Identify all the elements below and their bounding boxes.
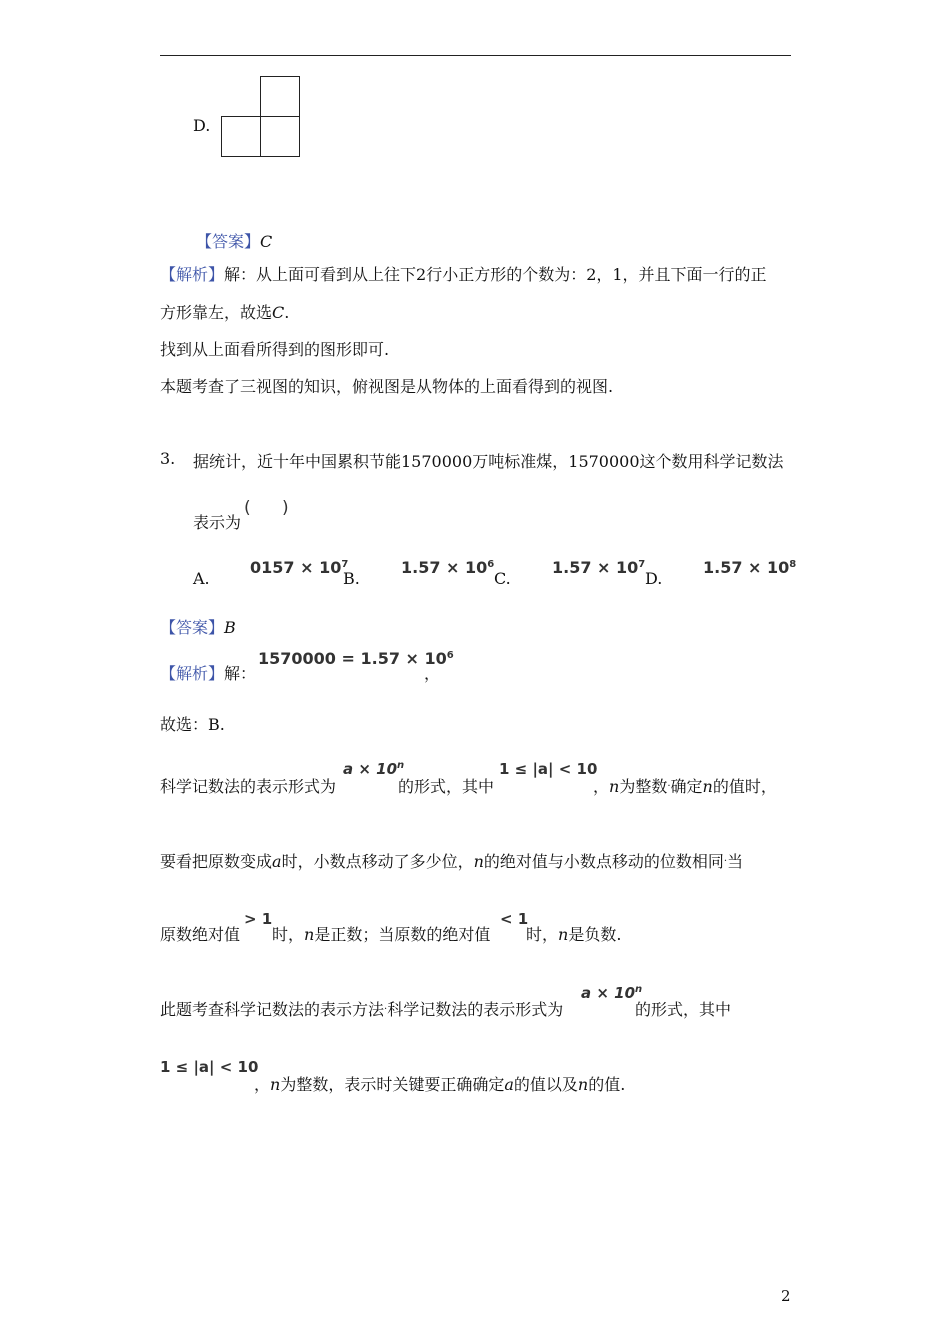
q3-number: 3. bbox=[160, 449, 176, 468]
text: 为整数 bbox=[619, 777, 668, 796]
var-n: n bbox=[473, 852, 484, 871]
answer-value: C bbox=[260, 232, 273, 251]
q3-stem-line1: 据统计，近十年中国累积节能1570000万吨标准煤，1570000这个数用科学记数法 bbox=[193, 452, 784, 471]
var-n: n bbox=[558, 925, 569, 944]
text: 科学记数法的表示形式为 bbox=[387, 1000, 564, 1019]
option-c-label: C. bbox=[494, 569, 511, 588]
explanation-line1 bbox=[160, 774, 336, 797]
option-b-label: B. bbox=[343, 569, 360, 588]
figure-cell-bottom-right bbox=[260, 116, 300, 157]
text: 确定 bbox=[670, 777, 703, 796]
analysis-tag: 【解析】 bbox=[160, 664, 225, 683]
header-rule bbox=[160, 55, 791, 56]
formula-text: a × 10 bbox=[343, 760, 398, 778]
text: 此题考查科学记数法的表示方法 bbox=[160, 1000, 385, 1019]
var-a: a bbox=[504, 1075, 514, 1094]
explanation-line3-c bbox=[526, 922, 621, 945]
option-b-value bbox=[401, 558, 494, 577]
formula-text: a × 10 bbox=[581, 984, 636, 1002]
mantissa: 1.57 × 10 bbox=[401, 558, 488, 577]
text: ， bbox=[593, 777, 610, 796]
explanation-line1-end bbox=[593, 774, 777, 797]
analysis-text: 方形靠左，故选 bbox=[160, 303, 273, 322]
option-d-label-q3: D. bbox=[645, 569, 663, 588]
explanation-line2 bbox=[160, 849, 743, 872]
prev-analysis-line2 bbox=[160, 300, 289, 323]
exponent: 8 bbox=[789, 559, 797, 570]
formula-range: 1 ≤ |a| < 10 bbox=[499, 760, 598, 778]
analysis-period: . bbox=[284, 303, 290, 322]
var-a: a bbox=[272, 852, 282, 871]
analysis-tag: 【解析】 bbox=[160, 265, 225, 284]
answer-tag: 【答案】 bbox=[196, 232, 261, 251]
exponent: 7 bbox=[638, 559, 646, 570]
exponent: 6 bbox=[446, 650, 454, 661]
var-n: n bbox=[304, 925, 315, 944]
text: 的值时， bbox=[712, 777, 777, 796]
explanation-line4-end: 的形式，其中 bbox=[635, 1000, 732, 1019]
formula-text: 1570000 = 1.57 × 10 bbox=[258, 649, 447, 668]
var-n: n bbox=[577, 1075, 589, 1094]
text: 为整数，表示时关键要正确确定 bbox=[280, 1075, 505, 1094]
explanation-line4 bbox=[160, 997, 563, 1020]
text: 的形式，其中 bbox=[398, 777, 495, 796]
text: 是负数. bbox=[568, 925, 622, 944]
answer-tag: 【答案】 bbox=[160, 618, 225, 637]
q3-answer bbox=[160, 615, 236, 638]
text: 科学记数法的表示形式为 bbox=[160, 777, 337, 796]
dot: . bbox=[384, 1001, 388, 1012]
var-n: n bbox=[702, 777, 713, 796]
analysis-suffix: ， bbox=[424, 664, 441, 683]
option-d-label: D. bbox=[193, 116, 211, 135]
page-number: 2 bbox=[781, 1287, 791, 1305]
figure-cell-bottom-left bbox=[221, 116, 261, 157]
prev-analysis-line1 bbox=[160, 262, 767, 285]
text: ， bbox=[254, 1075, 271, 1094]
explanation-line3-b bbox=[272, 922, 490, 945]
figure-cell-top bbox=[260, 76, 300, 117]
var-n: n bbox=[609, 777, 620, 796]
formula-a10n bbox=[343, 760, 404, 778]
explanation-line3-a: 原数绝对值 bbox=[160, 925, 241, 944]
text: 要看把原数变成 bbox=[160, 852, 273, 871]
analysis-text: 解：从上面可看到从上往下2行小正方形的个数为：2，1，并且下面一行的正 bbox=[224, 265, 767, 284]
dot: . bbox=[667, 778, 671, 789]
formula-range-2: 1 ≤ |a| < 10 bbox=[160, 1058, 259, 1076]
mantissa: 0157 × 10 bbox=[250, 558, 342, 577]
lt-one: < 1 bbox=[500, 910, 529, 928]
q3-stem-line2 bbox=[193, 510, 241, 533]
prev-note2: 本题考查了三视图的知识，俯视图是从物体的上面看得到的视图. bbox=[160, 377, 614, 396]
analysis-prefix: 解： bbox=[224, 664, 257, 683]
analysis-letter: C bbox=[272, 303, 285, 322]
mantissa: 1.57 × 10 bbox=[703, 558, 790, 577]
answer-value: B bbox=[224, 618, 236, 637]
option-a-label: A. bbox=[193, 569, 210, 588]
paren-close: ) bbox=[282, 498, 289, 518]
explanation-line5 bbox=[254, 1072, 625, 1095]
text: 时， bbox=[526, 925, 559, 944]
paren-open: ( bbox=[244, 498, 251, 518]
gt-one: > 1 bbox=[244, 910, 273, 928]
q3-analysis bbox=[160, 661, 256, 684]
text: 当 bbox=[727, 852, 744, 871]
option-d-value bbox=[703, 558, 796, 577]
text: 是正数；当原数的绝对值 bbox=[314, 925, 491, 944]
text: 时， bbox=[272, 925, 305, 944]
prev-answer bbox=[196, 229, 272, 252]
text: 的值以及 bbox=[513, 1075, 578, 1094]
text: 时，小数点移动了多少位， bbox=[281, 852, 474, 871]
exponent: n bbox=[635, 984, 643, 995]
var-n: n bbox=[270, 1075, 281, 1094]
formula-a10n-2 bbox=[581, 984, 642, 1002]
option-c-value bbox=[552, 558, 645, 577]
mantissa: 1.57 × 10 bbox=[552, 558, 639, 577]
text: 的绝对值与小数点移动的位数相同 bbox=[483, 852, 724, 871]
text: 的值. bbox=[588, 1075, 626, 1094]
exponent: n bbox=[397, 760, 405, 771]
stem-text: 表示为 bbox=[193, 513, 242, 532]
q3-conclusion: 故选：B. bbox=[160, 715, 225, 734]
prev-note1: 找到从上面看所得到的图形即可. bbox=[160, 340, 390, 359]
exponent: 7 bbox=[341, 559, 349, 570]
option-a-value bbox=[250, 558, 348, 577]
dot: . bbox=[723, 853, 728, 864]
exponent: 6 bbox=[487, 559, 495, 570]
